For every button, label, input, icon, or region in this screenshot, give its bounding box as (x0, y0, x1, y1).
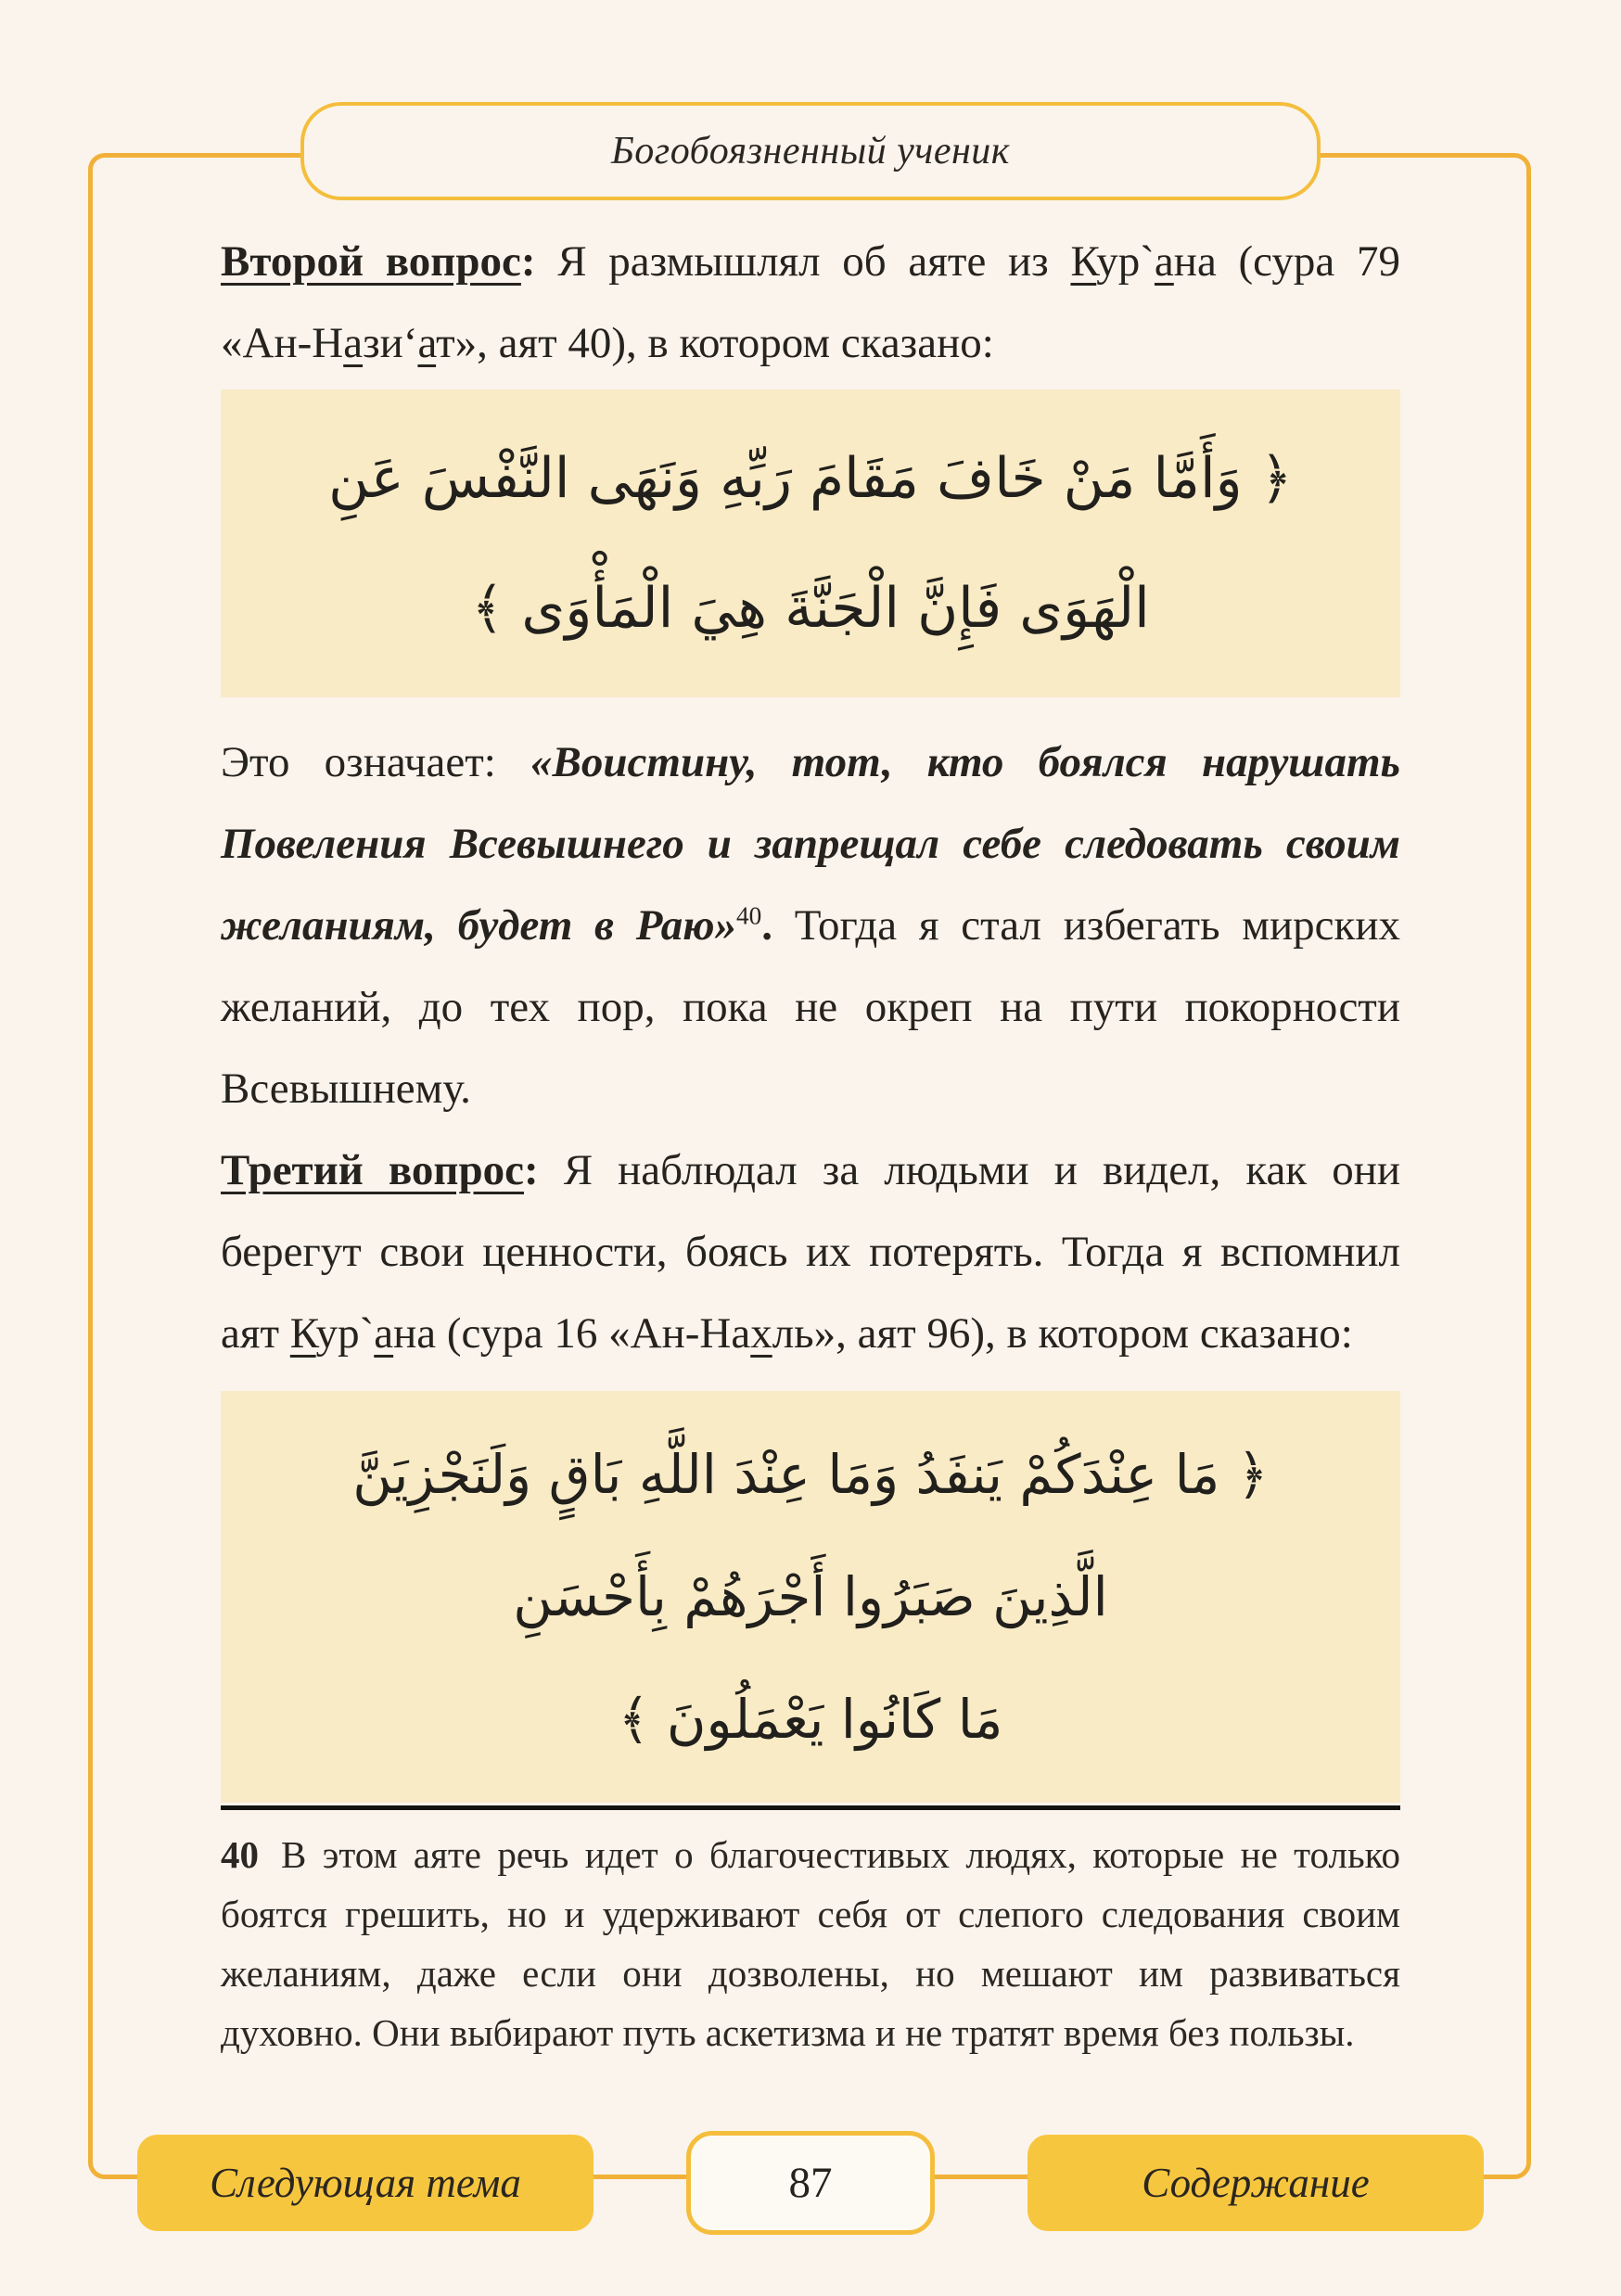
text-run: а (417, 319, 437, 367)
verse-line: ﴿ مَا عِنْدَكُمْ يَنفَدُ وَمَا عِنْدَ اللَّهِ بَاقٍ وَلَنَجْزِيَنَّ (352, 1443, 1269, 1506)
quran-verse-nazyat-block (221, 389, 1400, 697)
text-run: а (374, 1309, 394, 1358)
paragraph-meaning (221, 721, 1400, 1129)
footnote-marker: 40 (221, 1833, 259, 1876)
page-number-box (686, 2131, 935, 2235)
footnote (221, 1825, 1400, 2062)
text-run: Третий вопрос (221, 1146, 525, 1194)
contents-button-label: Содержание (1142, 2160, 1370, 2206)
page-number: 87 (788, 2159, 833, 2207)
header-box (300, 102, 1321, 200)
text-run: К (289, 1309, 316, 1358)
footnote-separator (221, 1805, 1400, 1810)
text-run: на (сура 79 «Ан-Н (221, 237, 1400, 367)
footnote-reference: 40 (736, 901, 762, 930)
verse-line: الَّذِينَ صَبَرُوا أَجْرَهُمْ بِأَحْسَنِ (513, 1565, 1108, 1628)
verse-line: مَا كَانُوا يَعْمَلُونَ ﴾ (618, 1688, 1003, 1751)
contents-button[interactable] (1027, 2135, 1484, 2231)
quran-verse-nahl-block (221, 1391, 1400, 1803)
text-run: Тогда я стал избегать мирских желаний, до тех пор, пока не окреп на пути покорности Всевышнему. (221, 901, 1401, 1113)
text-run: а (1154, 237, 1174, 286)
verse-line: الْهَوَى فَإِنَّ الْجَنَّةَ هِيَ الْمَأْوَى ﴾ (471, 576, 1150, 641)
paragraph-third-question (221, 1129, 1400, 1374)
text-run: зи‘ (363, 319, 418, 367)
text-run: Я размышлял об аяте из (535, 237, 1071, 286)
paragraph-second-question (221, 221, 1400, 384)
next-topic-button[interactable] (137, 2135, 594, 2231)
page-header-title: Богобоязненный ученик (611, 130, 1010, 172)
text-run: . (761, 901, 773, 950)
text-run: : (520, 237, 536, 286)
text-run: ль», аят 96), в котором сказано: (772, 1309, 1353, 1358)
next-topic-button-label: Следующая тема (210, 2160, 521, 2206)
text-run: т», аят 40), в котором сказано: (436, 319, 994, 367)
text-run: Это означает: (221, 738, 531, 786)
footnote-text: В этом аяте речь идет о благочестивых людях, которые не только боятся грешить, но и удерживают себя от слепого следования своим желаниям, даже если они дозволены, но мешают им развиваться духовно. Они выбирают путь аскетизма и не тратят время без пользы. (221, 1833, 1400, 2054)
text-run: Второй вопрос (221, 237, 521, 286)
text-run: Я наблюдал за людьми и видел, как они берегут свои ценности, боясь их потерять. Тогда я вспомнил аят (221, 1146, 1401, 1358)
text-run: ур` (1096, 237, 1155, 286)
text-run: : (524, 1146, 539, 1194)
text-run: К (1070, 237, 1097, 286)
verse-line: ﴿ وَأَمَّا مَنْ خَافَ مَقَامَ رَبِّهِ وَنَهَى النَّفْسَ عَنِ (328, 446, 1293, 511)
text-run: на (сура 16 «Ан-На (393, 1309, 751, 1358)
text-run: х (750, 1309, 772, 1358)
text-run: ур` (315, 1309, 375, 1358)
content-area (221, 221, 1400, 2062)
text-run: а (343, 319, 364, 367)
text-run: «Воистину, тот, кто боялся нарушать Повеления Всевышнего и запрещал себе следовать своим желаниям, будет в Раю» (221, 738, 1400, 950)
